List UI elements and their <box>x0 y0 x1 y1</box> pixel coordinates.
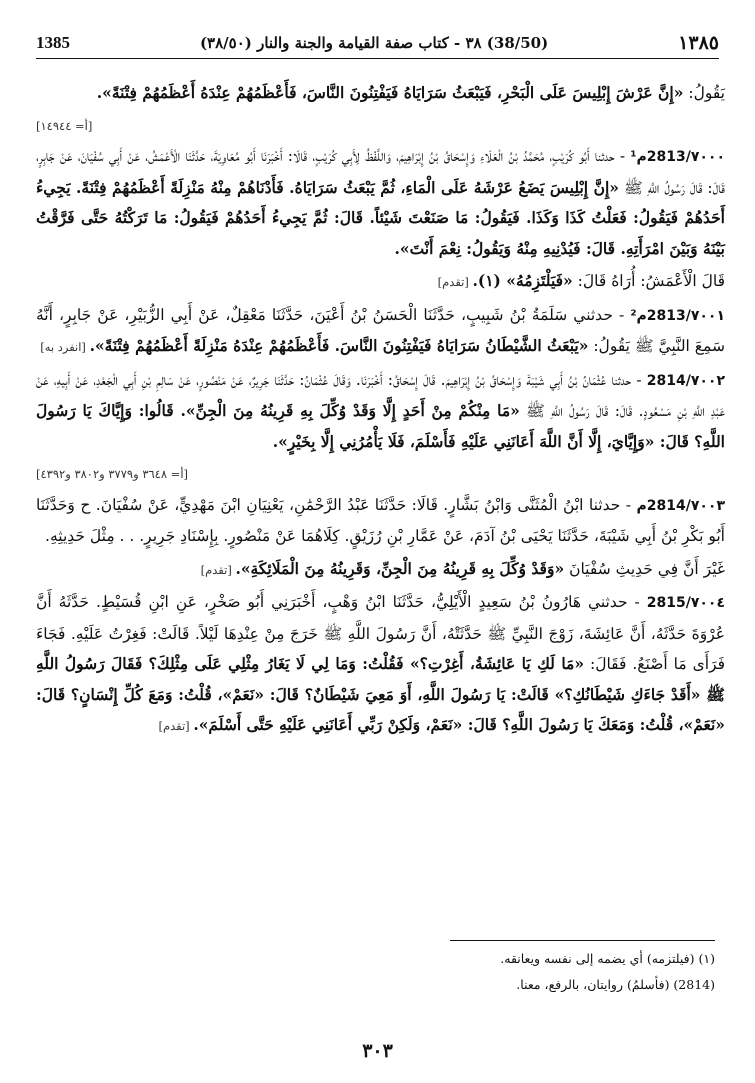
hadith-text: «يَبْعَثُ الشَّيْطَانُ سَرَايَاهُ فَيَفْتِنُونَ النَّاسَ. فَأَعْظَمُهُمْ عِنْدَهُ مَنْزِلَةً أَعْظَمُهُمْ فِتْنَةً». <box>89 336 589 355</box>
footnote: (2814) (فأسلمُ) روايتان، بالرفع، معنا. <box>516 977 715 992</box>
hadith-number: ٧٠٠٠/2813م¹ <box>630 149 725 165</box>
isnad-text: - حدثنا أَبُو كُرَيْبٍ، مُحَمَّدُ بْنُ الْعَلَاءِ وَإِسْحَاقُ بْنُ إِبْرَاهِيمَ، وَاللَّفْظُ لِأَبِي كُرَيْبٍ، قَالَا: أَخْبَرَنَا أَبُو مُعَاوِيَةَ، حَدَّثَنَا الْأَعْمَشُ، عَنْ أَبِي سُفْيَانَ، عَنْ جَابِرٍ، قَالَ: قَالَ رَسُولُ اللَّهِ ﷺ <box>36 147 725 197</box>
page-number-latin: 1385 <box>36 33 70 52</box>
hadith-number: ٧٠٠٣/2814م <box>636 497 725 514</box>
paragraph <box>36 78 725 109</box>
page-header <box>36 28 719 59</box>
hadith-text: «إِنَّ عَرْشَ إِبْلِيسَ عَلَى الْبَحْرِ، فَيَبْعَثُ سَرَايَاهُ فَيَفْتِنُونَ النَّاسَ، فَأَعْظَمُهُمْ عِنْدَهُ أَعْظَمُهُمْ فِتْنَةً». <box>96 83 684 102</box>
cross-reference: [أ= ٣٦٤٨ و٣٧٧٩ و٣٨٠٢ و٤٣٩٢] <box>36 467 189 481</box>
footer-page-number: ٣٠٣ <box>362 1040 393 1062</box>
hadith-number: ٧٠٠٢/2814 <box>646 372 725 389</box>
hadith-text: «مَا لَكِ يَا عَائِشَةُ، أَغِرْتِ؟» فَقُلْتُ: وَمَا لِي لَا يَغَارُ مِثْلِي عَلَى مِثْلِكَ؟ فَقَالَ رَسُولُ اللَّهِ ﷺ «أَقَدْ جَاءَكِ شَيْطَانُكِ؟» قَالَتْ: يَا رَسُولَ اللَّهِ، أَوَ مَعِيَ شَيْطَانٌ؟ قَالَ: «نَعَمْ»، قُلْتُ: وَمَعَ كُلِّ إِنْسَانٍ؟ قَالَ: «نَعَمْ»، قُلْتُ: وَمَعَكَ يَا رَسُولَ اللَّهِ؟ قَالَ: «نَعَمْ، وَلَكِنْ رَبِّي أَعَانَنِي عَلَيْهِ حَتَّى أَسْلَمَ». <box>36 654 725 734</box>
note-tag: [تقدم] <box>200 562 236 577</box>
note-tag: [انفرد به] <box>40 340 90 354</box>
paragraph-intro: يَقُولُ: <box>683 84 725 102</box>
hadith-paragraph <box>36 365 725 458</box>
isnad-text: - حدثنا ابْنُ الْمُثَنَّى وَابْنُ بَشَّارٍ. قَالَا: حَدَّثَنَا عَبْدُ الرَّحْمَٰنِ، يَعْنِيَانِ ابْنَ مَهْدِيٍّ، عَنْ سُفْيَانَ. ح وَحَدَّثَنَا أَبُو بَكْرِ بْنُ أَبِي شَيْبَةَ، حَدَّثَنَا يَحْيَى بْنُ آدَمَ، عَنْ عَمَّارِ بْنِ رُزَيْقٍ. كِلَاهُمَا عَنْ مَنْصُورٍ. بِإِسْنَادِ جَرِيرٍ. . . مِثْلَ حَدِيثِهِ. <box>36 495 725 545</box>
footnotes <box>36 946 715 998</box>
hadith-number: ٧٠٠٤/2815 <box>646 595 725 611</box>
hadith-text: «إِنَّ إِبْلِيسَ يَضَعُ عَرْشَهُ عَلَى الْمَاءِ، ثُمَّ يَبْعَثُ سَرَايَاهُ. فَأَدْنَاهُمْ مِنْهُ مَنْزِلَةً أَعْظَمُهُمْ فِتْنَةً. يَجِيءُ أَحَدُهُمْ فَيَقُولُ: فَعَلْتُ كَذَا وَكَذَا. فَيَقُولُ: مَا صَنَعْتَ شَيْئاً. قَالَ: ثُمَّ يَجِيءُ أَحَدُهُمْ فَيَقُولُ: مَا تَرَكْتُهُ حَتَّى فَرَّقْتُ بَيْنَهُ وَبَيْنَ امْرَأَتِهِ. قَالَ: فَيُدْنِيهِ مِنْهُ وَيَقُولُ: نِعْمَ أَنْتَ». <box>36 177 725 258</box>
note-tag: [تقدم] <box>158 719 194 733</box>
footnote-separator <box>450 940 715 941</box>
hadith-paragraph <box>36 141 725 264</box>
isnad-text: - حدثني هَارُونُ بْنُ سَعِيدٍ الْأَيْلِيُّ، حَدَّثَنَا ابْنُ وَهْبٍ، أَخْبَرَنِي أَبُو صَخْرٍ، عَنِ ابْنِ قُسَيْطٍ. حَدَّثَهُ أَنَّ عُرْوَةَ حَدَّثَهُ، أَنَّ عَائِشَةَ، زَوْجَ النَّبِيِّ ﷺ حَدَّثَتْهُ، أَنَّ رَسُولَ اللَّهِ ﷺ خَرَجَ مِنْ عِنْدِهَا لَيْلاً. قَالَتْ: فَغِرْتُ عَلَيْهِ. فَجَاءَ فَرَأَى مَا أَصْنَعُ. فَقَالَ: <box>36 593 725 673</box>
hadith-number: ٧٠٠١/2813م² <box>630 307 725 324</box>
paragraph <box>36 554 725 586</box>
hadith-paragraph <box>36 300 725 363</box>
note-tag: [تقدم] <box>437 275 473 289</box>
isnad-text: - حدثنا عُثْمَانُ بْنُ أَبِي شَيْبَةَ وَإِسْحَاقُ بْنُ إِبْرَاهِيمَ. قَالَ إِسْحَاقُ: أَخْبَرَنَا. وَقَالَ عُثْمَانُ: حَدَّثَنَا جَرِيرٌ، عَنْ مَنْصُورٍ، عَنْ سَالِمِ بْنِ أَبِي الْجَعْدِ، عَنْ أَبِيهِ، عَنْ عَبْدِ اللَّهِ بْنِ مَسْعُودٍ. قَالَ: قَالَ رَسُولُ اللَّهِ ﷺ <box>36 370 725 420</box>
hadith-text: «فَيَلْتَزِمُهُ» (١). <box>472 271 573 290</box>
running-title: (38/50) ٣٨ - كتاب صفة القيامة والجنة والنار (٣٨/٥٠) <box>199 34 549 52</box>
hadith-paragraph <box>36 490 725 552</box>
hadith-text: «مَا مِنْكُمْ مِنْ أَحَدٍ إِلَّا وَقَدْ وُكِّلَ بِهِ قَرِينُهُ مِنَ الْجِنِّ». قَالُوا: وَإِيَّاكَ يَا رَسُولَ اللَّهِ؟ قَالَ: «وَإِيَّايَ، إِلَّا أَنَّ اللَّهَ أَعَانَنِي عَلَيْهِ فَأَسْلَمَ، فَلَا يَأْمُرُنِي إِلَّا بِخَيْرٍ». <box>36 401 725 451</box>
cross-reference: [أ= ١٤٩٤٤] <box>36 118 93 133</box>
paragraph-intro: قَالَ الْأَعْمَشُ: أُرَاهُ قَالَ: <box>572 272 725 290</box>
hadith-text: «وَقَدْ وُكِّلَ بِهِ قَرِينُهُ مِنَ الْجِنِّ، وَقَرِينُهُ مِنَ الْمَلَائِكَةِ». <box>235 558 565 578</box>
hadith-paragraph <box>36 587 725 742</box>
paragraph <box>36 266 725 298</box>
footnote: (١) (فيلتزمه) أي يضمه إلى نفسه ويعانقه. <box>500 951 715 966</box>
page-number-arabic: ١٣٨٥ <box>678 32 719 54</box>
main-text <box>36 78 725 744</box>
isnad-text: - حدثني سَلَمَةُ بْنُ شَبِيبٍ، حَدَّثَنَا الْحَسَنُ بْنُ أَعْيَنَ، حَدَّثَنَا مَعْقِلٌ، عَنْ أَبِي الزُّبَيْرِ، عَنْ جَابِرٍ، أَنَّهُ سَمِعَ النَّبِيَّ ﷺ يَقُولُ: <box>36 305 725 355</box>
paragraph-intro: غَيْرَ أَنَّ فِي حَدِيثِ سُفْيَانَ <box>564 559 725 578</box>
